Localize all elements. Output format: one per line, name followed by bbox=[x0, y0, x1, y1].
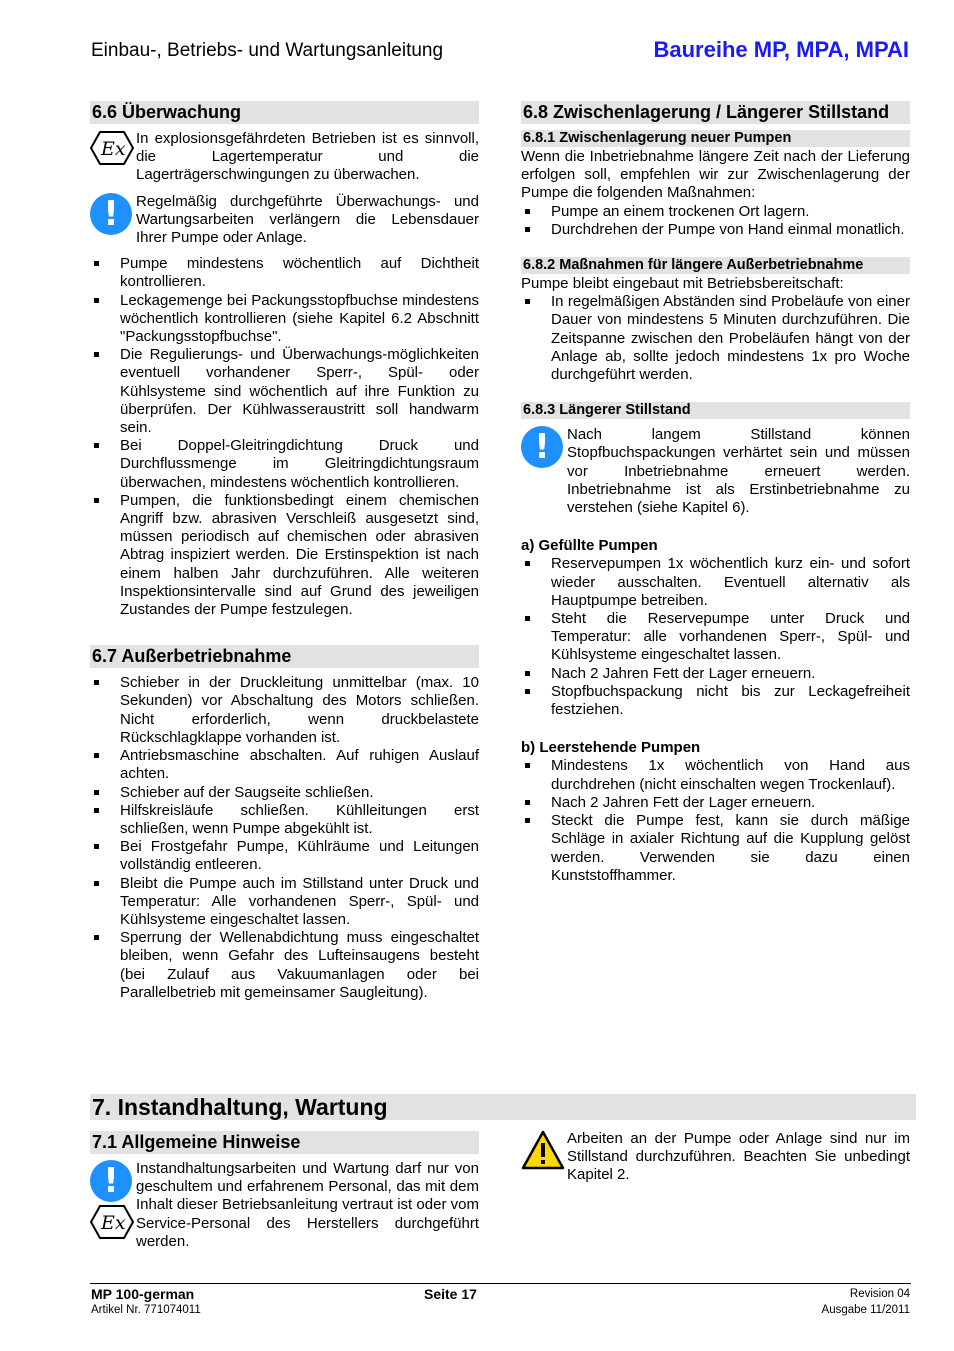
footer-page-number: Seite 17 bbox=[424, 1286, 477, 1302]
subsection-b-list bbox=[521, 757, 910, 884]
list-item: Stopfbuchspackung nicht bis zur Leckagefreiheit festziehen. bbox=[521, 683, 910, 719]
section-6-6-list bbox=[90, 255, 479, 619]
section-6-8-title: 6.8 Zwischenlagerung / Längerer Stillstand bbox=[521, 101, 910, 124]
list-item: Bei Frostgefahr Pumpe, Kühlräume und Leitungen vollständig entleeren. bbox=[90, 838, 479, 874]
ex-note-text: In explosionsgefährdeten Betrieben ist es sinnvoll, die Lagertemperatur und die Lagerträgerschwingungen zu überwachen. bbox=[136, 130, 479, 184]
subsection-b-title: b) Leerstehende Pumpen bbox=[521, 739, 701, 757]
list-item: Sperrung der Wellenabdichtung muss eingeschaltet bleiben, wenn Gefahr des Lufteinsaugens besteht (bei Zulauf aus Vakuumanlagen oder bei Parallelbetrieb mit gemeinsamer Saugleitung). bbox=[90, 929, 479, 1002]
list-item: Mindestens 1x wöchentlich von Hand aus durchdrehen (nicht einschalten wegen Trockenlauf). bbox=[521, 757, 910, 793]
svg-text:Ex: Ex bbox=[101, 138, 126, 160]
list-item: Pumpe mindestens wöchentlich auf Dichtheit kontrollieren. bbox=[90, 255, 479, 291]
ex-symbol-icon bbox=[90, 1204, 134, 1240]
list-item: Steckt die Pumpe fest, kann sie durch mäßige Schläge in axialer Richtung auf die Kupplung gelöst werden. Verwenden sie dazu einen Kunststoffhammer. bbox=[521, 812, 910, 885]
right-column bbox=[521, 101, 910, 885]
left-column bbox=[90, 101, 479, 1002]
list-item: Pumpe an einem trockenen Ort lagern. bbox=[521, 203, 910, 221]
list-item: Hilfskreisläufe schließen. Kühlleitungen erst schließen, wenn Pumpe abgekühlt ist. bbox=[90, 802, 479, 838]
section-6-8-2-title: 6.8.2 Maßnahmen für längere Außerbetriebnahme bbox=[521, 257, 910, 274]
info-note bbox=[521, 426, 910, 517]
footer-doc-id: MP 100-german bbox=[91, 1286, 195, 1302]
ex-note bbox=[90, 130, 479, 185]
section-6-7-title: 6.7 Außerbetriebnahme bbox=[90, 645, 479, 668]
info-note-text: Regelmäßig durchgeführte Überwachungs- und Wartungsarbeiten verlängern die Lebensdauer Ihrer Pumpe oder Anlage. bbox=[136, 192, 479, 247]
section-7-1-title: 7.1 Allgemeine Hinweise bbox=[90, 1131, 479, 1154]
section-6-8-1-text: Wenn die Inbetriebnahme längere Zeit nach der Lieferung erfolgen soll, empfehlen wir zur Zwischenlagerung der Pumpe die folgenden Maßnahmen: bbox=[521, 148, 910, 202]
list-item: Bleibt die Pumpe auch im Stillstand unter Druck und Temperatur: Alle vorhandenen Sperr-, Spül- und Kühlsysteme eingeschaltet lassen. bbox=[90, 875, 479, 930]
subsection-a-list bbox=[521, 555, 910, 719]
info-note bbox=[90, 193, 479, 248]
section-6-7-list bbox=[90, 674, 479, 1002]
section-6-6-title: 6.6 Überwachung bbox=[90, 101, 479, 124]
section-6-8-2-list bbox=[521, 293, 910, 384]
list-item: Antriebsmaschine abschalten. Auf ruhigen Auslauf achten. bbox=[90, 747, 479, 783]
header-document-title: Einbau-, Betriebs- und Wartungsanleitung bbox=[91, 40, 444, 61]
ex-symbol-icon bbox=[90, 130, 134, 166]
section-7-1-note-text: Instandhaltungsarbeiten und Wartung darf nur von geschultem und erfahrenem Personal, das mit dem Inhalt dieser Betriebsanleitung vertraut ist oder vom Service-Personal des Herstellers durchgeführt werden. bbox=[136, 1160, 479, 1250]
list-item: Bei Doppel-Gleitringdichtung Druck und Durchflussmenge im Gleitringdichtungsraum überwachen, mindestens wöchentlich kontrollieren. bbox=[90, 437, 479, 492]
section-7-1 bbox=[90, 1131, 479, 1259]
svg-text:Ex: Ex bbox=[101, 1212, 126, 1234]
warning-block bbox=[521, 1130, 910, 1193]
list-item: Nach 2 Jahren Fett der Lager erneuern. bbox=[521, 665, 910, 683]
header-series-title: Baureihe MP, MPA, MPAI bbox=[653, 37, 909, 62]
list-item: Durchdrehen der Pumpe von Hand einmal monatlich. bbox=[521, 221, 910, 239]
list-item: Die Regulierungs- und Überwachungs-möglichkeiten eventuell vorhandener Sperr-, Spül- oder Kühlsysteme sind wöchentlich auf ihre Funktion zu überprüfen. Der Kühlwasseraustritt soll handwarm sein. bbox=[90, 346, 479, 437]
list-item: Schieber in der Druckleitung unmittelbar (max. 10 Sekunden) vor Abschaltung des Motors schließen. Nicht erforderlich, wenn druckbelastete Rückschlagklappe vorhanden ist. bbox=[90, 674, 479, 747]
section-6-8-1-list bbox=[521, 203, 910, 239]
section-6-8-2-text: Pumpe bleibt eingebaut mit Betriebsbereitschaft: bbox=[521, 275, 844, 293]
list-item: Pumpen, die funktionsbedingt einem chemischen Angriff bzw. abrasiven Verschleiß ausgesetzt sind, müssen periodisch auf chemischen oder abrasiven Abtrag inspiziert werden. Die Erstinspektion ist nach einem halben Jahr durchzuführen. Alle weiteren Inspektionsintervalle sind auf Grund des jeweiligen Zustandes der Pumpe festzulegen. bbox=[90, 492, 479, 619]
list-item: Nach 2 Jahren Fett der Lager erneuern. bbox=[521, 794, 910, 812]
info-ex-note bbox=[90, 1160, 479, 1251]
warning-note-text: Arbeiten an der Pumpe oder Anlage sind nur im Stillstand durchzuführen. Beachten Sie unbedingt Kapitel 2. bbox=[567, 1130, 910, 1184]
footer-article-number: Artikel Nr. 771074011 bbox=[91, 1304, 201, 1316]
list-item: Steht die Reservepumpe unter Druck und Temperatur: alle vorhandenen Sperr-, Spül- und Kühlsysteme eingeschaltet lassen. bbox=[521, 610, 910, 665]
chapter-7-title: 7. Instandhaltung, Wartung bbox=[90, 1094, 916, 1120]
exclamation-circle-icon: ! bbox=[90, 193, 132, 235]
list-item: Schieber auf der Saugseite schließen. bbox=[90, 784, 479, 802]
warning-note bbox=[521, 1130, 910, 1185]
info-note-text: Nach langem Stillstand können Stopfbuchspackungen verhärtet sein und müssen vor Inbetriebnahme erneuert werden. Inbetriebnahme ist als Erstinbetriebnahme zu verstehen (siehe Kapitel 6). bbox=[567, 426, 910, 517]
exclamation-circle-icon: ! bbox=[90, 1160, 132, 1202]
section-6-8-1-title: 6.8.1 Zwischenlagerung neuer Pumpen bbox=[521, 130, 910, 147]
list-item: Leckagemenge bei Packungsstopfbuchse mindestens wöchentlich kontrollieren (siehe Kapitel 6.2 Abschnitt "Packungsstopfbuchse". bbox=[90, 292, 479, 347]
exclamation-circle-icon: ! bbox=[521, 426, 563, 468]
footer-edition: Ausgabe 11/2011 bbox=[821, 1304, 910, 1316]
subsection-a-title: a) Gefüllte Pumpen bbox=[521, 537, 658, 555]
section-6-8-3-title: 6.8.3 Längerer Stillstand bbox=[521, 402, 910, 419]
list-item: Reservepumpen 1x wöchentlich kurz ein- und sofort wieder ausschalten. Eventuell alternativ als Hauptpumpe betreiben. bbox=[521, 555, 910, 610]
list-item: In regelmäßigen Abständen sind Probeläufe von einer Dauer von mindestens 5 Minuten durchzuführen. Die Zeitspanne zwischen den Probeläufen hängt von der Anlage ab, sollte jedoch mindestens 1x pro Woche durchgeführt werden. bbox=[521, 293, 910, 384]
footer-revision: Revision 04 bbox=[849, 1288, 910, 1300]
warning-triangle-icon bbox=[521, 1130, 565, 1170]
footer-divider bbox=[90, 1283, 911, 1284]
